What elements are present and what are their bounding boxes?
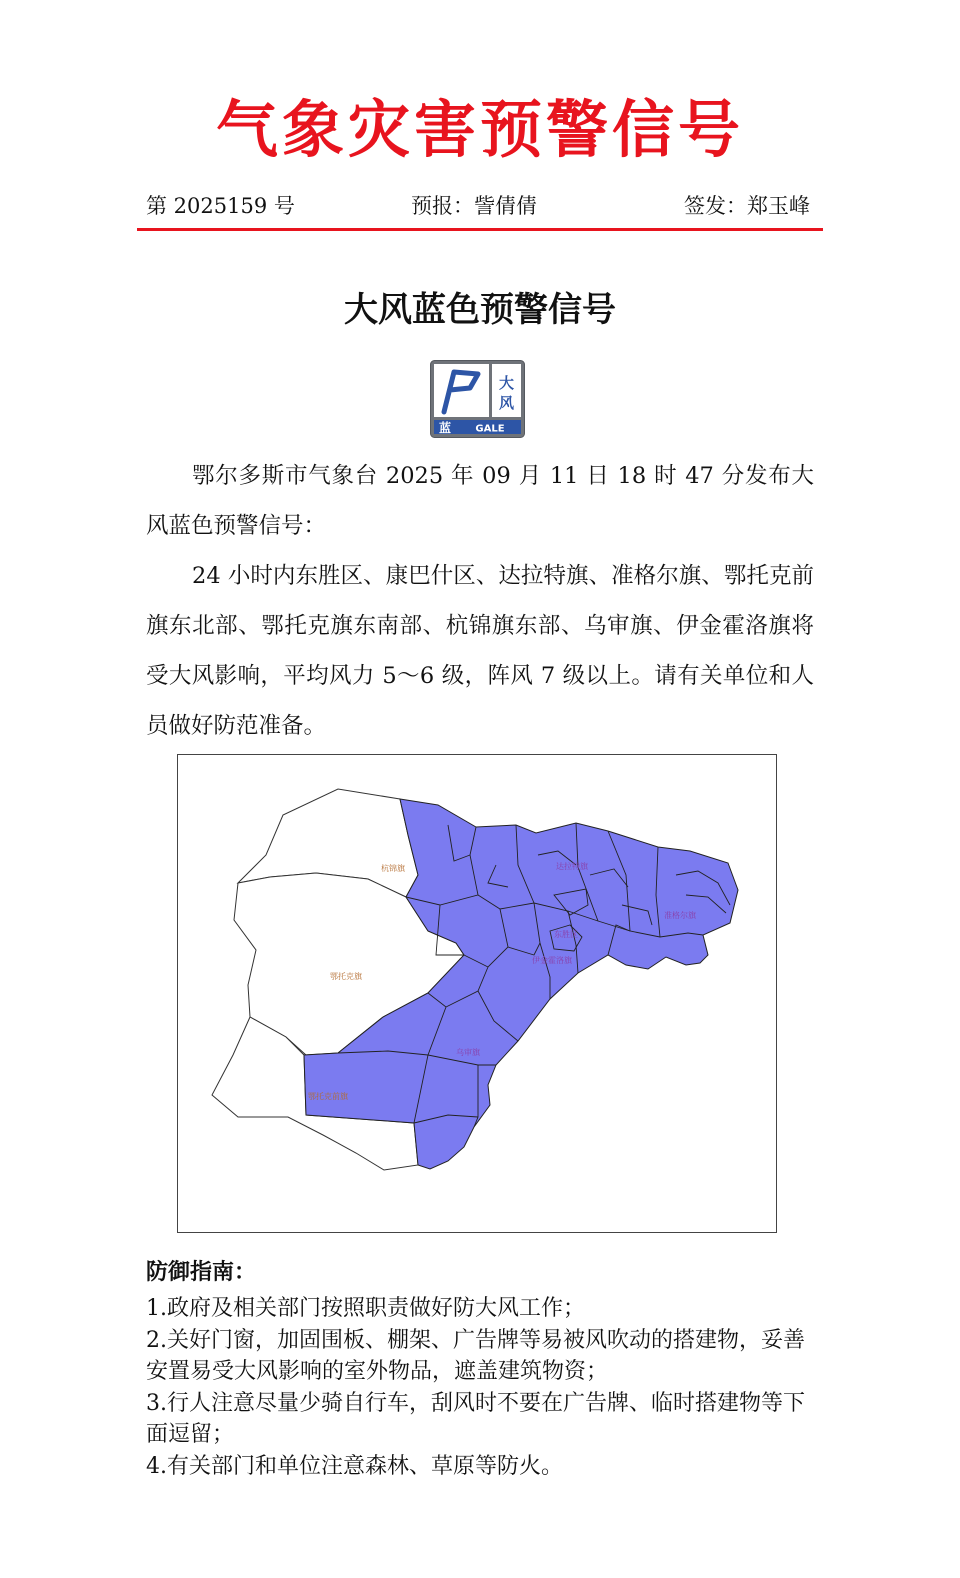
- guide-item: 1.政府及相关部门按照职责做好防大风工作；: [146, 1296, 585, 1321]
- issue-meta-row: [146, 190, 810, 220]
- label-etuoke-qian: 鄂托克前旗: [308, 1092, 348, 1101]
- forecaster: 预报：訾倩倩: [411, 194, 537, 218]
- label-hangjin: 杭锦旗: [381, 864, 405, 873]
- guide-item: 2.关好门窗，加固围板、棚架、广告牌等易被风吹动的搭建物，妥善安置易受大风影响的室外物品，遮盖建筑物资；: [146, 1327, 805, 1384]
- defense-guide-list: [146, 1293, 814, 1482]
- warning-area-map: [177, 754, 777, 1233]
- red-divider: [137, 228, 823, 231]
- signer: 签发：郑玉峰: [684, 194, 810, 218]
- icon-char-feng: 风: [498, 394, 515, 412]
- issue-number: 第 2025159 号: [146, 194, 295, 218]
- defense-guide-heading: 防御指南：: [146, 1259, 257, 1285]
- issue-paragraph: 鄂尔多斯市气象台 2025 年 09 月 11 日 18 时 47 分发布大风蓝色预警信号：: [146, 463, 814, 539]
- map-svg: [178, 755, 776, 1232]
- label-wushen: 乌审旗: [456, 1048, 480, 1057]
- impact-paragraph: 24 小时内东胜区、康巴什区、达拉特旗、准格尔旗、鄂托克前旗东北部、鄂托克旗东南部、杭锦旗东部、乌审旗、伊金霍洛旗将受大风影响，平均风力 5～6 级，阵风 7 级以上。请有关单位和人员做好防范准备。: [146, 563, 814, 739]
- masthead-title: 气象灾害预警信号: [215, 93, 744, 166]
- warning-title: 大风蓝色预警信号: [344, 290, 616, 330]
- icon-char-da: 大: [498, 374, 515, 392]
- icon-level-char: 蓝: [438, 421, 452, 435]
- label-dalate: 达拉特旗: [556, 862, 588, 871]
- guide-item: 4.有关部门和单位注意森林、草原等防火。: [146, 1453, 563, 1479]
- label-dongsheng: 东胜区: [554, 930, 578, 939]
- label-etuoke: 鄂托克旗: [330, 972, 362, 981]
- label-zhungeer: 准格尔旗: [664, 911, 696, 920]
- label-yijinhuoluo: 伊金霍洛旗: [532, 956, 572, 965]
- guide-item: 3.行人注意尽量少骑自行车，刮风时不要在广告牌、临时搭建物等下面逗留；: [146, 1390, 805, 1447]
- icon-gale-label: GALE: [475, 423, 505, 435]
- gale-blue-signal-icon: [430, 360, 525, 438]
